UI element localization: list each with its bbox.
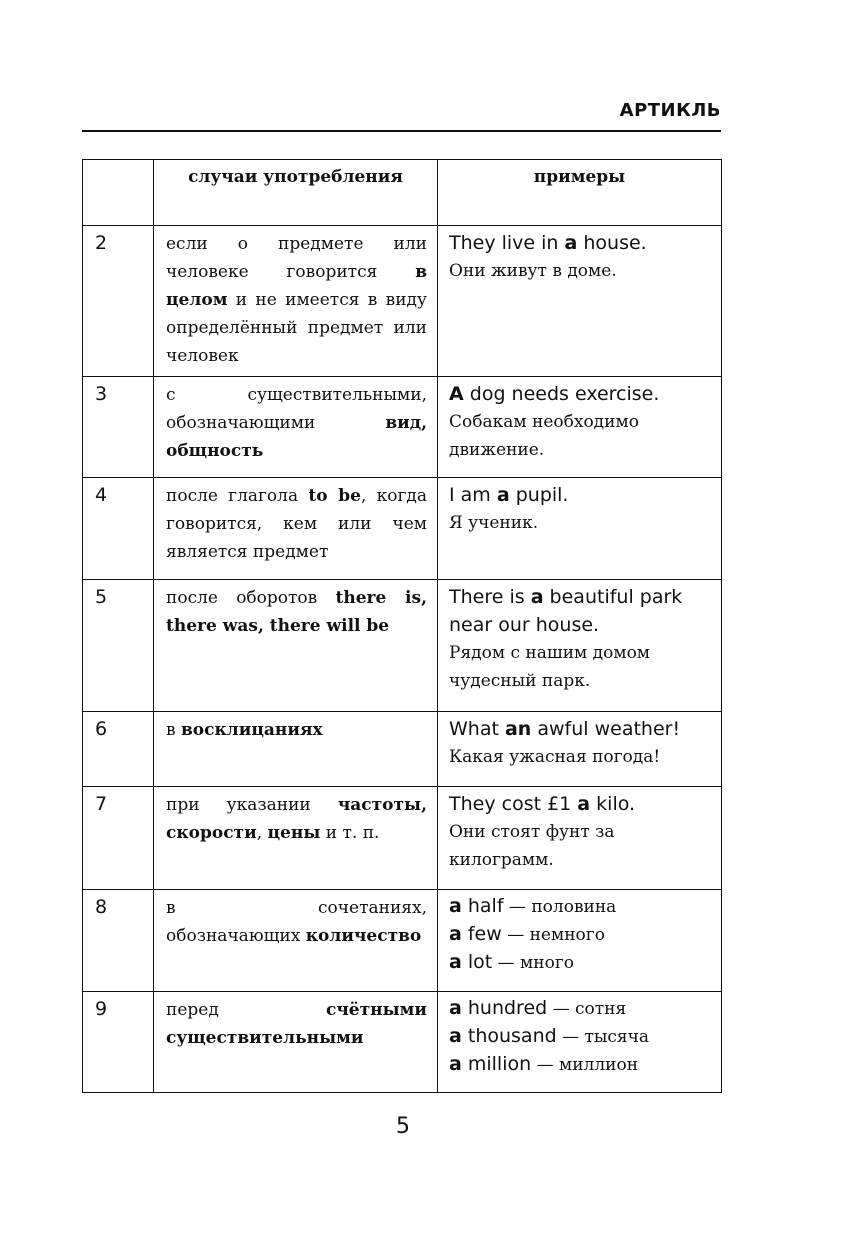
row-number: 9 <box>83 992 154 1093</box>
table-row <box>83 226 722 377</box>
usage-text: , когда говорится, кем или чем является предмет <box>166 486 428 562</box>
usage-text: перед <box>166 1000 326 1020</box>
table-row <box>83 580 722 712</box>
example-text: — сотня <box>547 999 627 1019</box>
header-number <box>83 160 154 226</box>
row-number: 4 <box>83 478 154 580</box>
usage-text: после оборотов <box>166 588 336 608</box>
example-cell <box>438 890 722 992</box>
header-rule <box>82 130 721 132</box>
example-text: lot <box>461 951 493 973</box>
example-text: — половина <box>503 897 617 917</box>
usage-keyword: there is, there was, there will be <box>166 588 427 636</box>
example-text: hundred <box>461 997 548 1019</box>
example-cell <box>438 226 722 377</box>
example-text: half <box>461 895 504 917</box>
table-row <box>83 992 722 1093</box>
example-phrase <box>449 893 713 921</box>
example-translation <box>449 639 713 695</box>
article-usage-table <box>82 159 722 1093</box>
example-text: There is <box>449 586 531 608</box>
article-word: a <box>449 1053 462 1075</box>
example-cell <box>438 787 722 890</box>
table-body <box>83 226 722 1093</box>
example-cell <box>438 580 722 712</box>
example-phrase <box>449 949 713 977</box>
row-number: 5 <box>83 580 154 712</box>
usage-case <box>154 377 438 478</box>
usage-keyword: частоты, скорости <box>166 795 427 843</box>
usage-keyword: количество <box>305 926 422 946</box>
usage-case <box>154 890 438 992</box>
usage-keyword: вид, общность <box>166 413 427 461</box>
usage-keyword: цены <box>267 823 321 843</box>
example-english <box>449 481 713 509</box>
example-cell <box>438 377 722 478</box>
row-number: 2 <box>83 226 154 377</box>
example-text: kilo. <box>590 793 636 815</box>
example-text: Какая ужасная погода! <box>449 747 661 767</box>
example-phrase <box>449 1051 713 1079</box>
usage-text: после глагола <box>166 486 309 506</box>
usage-text: , <box>256 823 268 843</box>
usage-case <box>154 992 438 1093</box>
table-row <box>83 712 722 787</box>
example-cell <box>438 992 722 1093</box>
table-row <box>83 377 722 478</box>
example-text: I am <box>449 484 497 506</box>
example-text: house. <box>577 232 647 254</box>
example-translation <box>449 257 713 285</box>
usage-keyword: счётными существительными <box>166 1000 427 1048</box>
example-english <box>449 790 713 818</box>
example-text: beautiful park near our house. <box>449 586 683 636</box>
usage-keyword: в целом <box>166 262 427 310</box>
usage-keyword: восклицаниях <box>180 720 323 740</box>
article-word: a <box>449 923 462 945</box>
article-word: an <box>504 718 532 740</box>
example-english <box>449 380 713 408</box>
example-phrase <box>449 995 713 1023</box>
usage-case <box>154 478 438 580</box>
example-cell <box>438 712 722 787</box>
usage-case <box>154 712 438 787</box>
usage-text: при указании <box>166 795 338 815</box>
example-english <box>449 715 713 743</box>
article-word: a <box>449 951 462 973</box>
usage-text: в <box>166 720 181 740</box>
article-word: a <box>564 232 578 254</box>
example-text: — немного <box>501 925 605 945</box>
example-text: million <box>461 1053 532 1075</box>
row-number: 3 <box>83 377 154 478</box>
example-text: — много <box>492 953 574 973</box>
example-phrase <box>449 1023 713 1051</box>
header-usage-cases: случаи употребления <box>154 160 438 226</box>
example-text: What <box>449 718 505 740</box>
example-text: — миллион <box>531 1055 639 1075</box>
example-phrase <box>449 921 713 949</box>
header-examples: примеры <box>438 160 722 226</box>
example-translation <box>449 509 713 537</box>
table-header-row <box>83 160 722 226</box>
usage-case <box>154 580 438 712</box>
article-word: A <box>449 383 464 405</box>
article-word: a <box>449 895 462 917</box>
example-translation <box>449 408 713 464</box>
running-title: АРТИКЛЬ <box>619 100 721 121</box>
article-word: a <box>577 793 591 815</box>
usage-text: и не имеется в виду определённый предмет или человек <box>166 290 427 366</box>
usage-text: в сочетаниях, обозначающих <box>166 898 427 946</box>
example-text: Рядом с нашим домом чудесный парк. <box>449 643 651 691</box>
article-word: a <box>449 1025 462 1047</box>
usage-case <box>154 226 438 377</box>
example-text: thousand <box>461 1025 557 1047</box>
article-word: a <box>530 586 544 608</box>
example-english <box>449 229 713 257</box>
example-text: dog needs exercise. <box>463 383 660 405</box>
example-text: Я ученик. <box>449 513 539 533</box>
usage-text: и т. п. <box>320 823 380 843</box>
row-number: 6 <box>83 712 154 787</box>
example-text: pupil. <box>509 484 569 506</box>
example-cell <box>438 478 722 580</box>
example-text: few <box>461 923 502 945</box>
example-text: Они стоят фунт за килограмм. <box>449 822 615 870</box>
usage-case <box>154 787 438 890</box>
example-text: Собакам необходимо движение. <box>449 412 639 460</box>
example-text: awful weather! <box>531 718 681 740</box>
example-translation <box>449 818 713 874</box>
article-word: a <box>449 997 462 1019</box>
row-number: 7 <box>83 787 154 890</box>
example-text: Они живут в доме. <box>449 261 617 281</box>
page-number: 5 <box>396 1114 410 1139</box>
usage-keyword: to be <box>308 486 361 506</box>
example-english <box>449 583 713 639</box>
usage-text: если о предмете или человеке говорится <box>166 234 427 282</box>
example-translation <box>449 743 713 771</box>
article-word: a <box>496 484 510 506</box>
example-text: They live in <box>449 232 565 254</box>
table-row <box>83 478 722 580</box>
table-row <box>83 787 722 890</box>
table-row <box>83 890 722 992</box>
example-text: — тысяча <box>556 1027 650 1047</box>
example-text: They cost £1 <box>449 793 578 815</box>
usage-text: с существительными, обозначающими <box>166 385 427 433</box>
row-number: 8 <box>83 890 154 992</box>
